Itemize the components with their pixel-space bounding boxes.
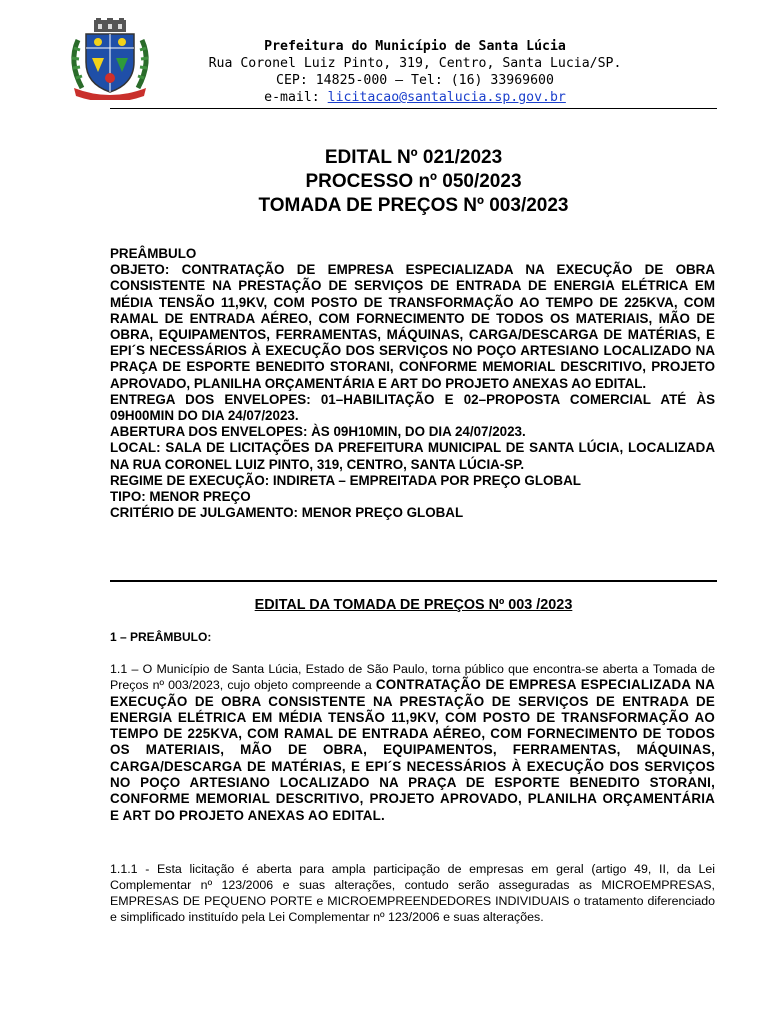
letterhead [160, 38, 670, 106]
paragraph-1-1-object: CONTRATAÇÃO DE EMPRESA ESPECIALIZADA NA EXECUÇÃO DE OBRA CONSISTENTE NA PRESTAÇÃO DE SERVIÇOS DE ENTRADA DE ENERGIA ELÉTRICA EM MÉDIA TENSÃO 11,9KV, COM POSTO DE TRANSFORMAÇÃO AO TEMPO DE 225KVA, COM RAMAL DE ENTRADA AÉREO, COM FORNECIMENTO DE TODOS OS MATERIAIS, MÃO DE OBRA, EQUIPAMENTOS, FERRAMENTAS, MÁQUINAS, CARGA/DESCARGA DE MATÉRIAS, E EPI´S NECESSÁRIOS À EXECUÇÃO DOS SERVIÇOS NO POÇO ARTESIANO LOCALIZADO NA PRAÇA DE ESPORTE BENEDITO STORANI, CONFORME MEMORIAL DESCRITIVO, PROJETO APROVADO, PLANILHA ORÇAMENTÁRIA E ART DO PROJETO ANEXAS AO EDITAL. [110, 677, 715, 823]
preamble-entrega: ENTREGA DOS ENVELOPES: 01–HABILITAÇÃO E 02–PROPOSTA COMERCIAL ATÉ ÀS 09H00MIN DO DIA 24/07/2023. [110, 391, 715, 424]
paragraph-1-1-1: 1.1.1 - Esta licitação é aberta para ampla participação de empresas em geral (artigo 49, II, da Lei Complementar nº 123/2006 e suas alterações, contudo serão asseguradas as MICROEMPRESAS, EMPRESAS DE PEQUENO PORTE e MICROEMPREENDEDORES INDIVIDUAIS o tratamento diferenciado e simplificado instituído pela Lei Complementar nº 123/2006 e suas alterações. [110, 862, 715, 924]
edital-title: EDITAL Nº 021/2023 [324, 147, 503, 168]
document-titles [110, 146, 717, 218]
preamble-block [110, 246, 715, 521]
preamble-regime: REGIME DE EXECUÇÃO: INDIRETA – EMPREITADA POR PREÇO GLOBAL [110, 472, 581, 488]
header-divider [110, 108, 717, 109]
email-link[interactable]: licitacao@santalucia.sp.gov.br [327, 90, 566, 105]
preamble-abertura: ABERTURA DOS ENVELOPES: ÀS 09H10MIN, DO DIA 24/07/2023. [110, 424, 526, 440]
tomada-title: TOMADA DE PREÇOS Nº 003/2023 [258, 195, 569, 216]
preamble-heading: PREÂMBULO [110, 246, 197, 261]
email-line [160, 89, 670, 106]
preamble-divider [110, 580, 717, 582]
section-title: EDITAL DA TOMADA DE PREÇOS Nº 003 /2023 [254, 597, 573, 613]
municipality-name: Prefeitura do Município de Santa Lúcia [264, 39, 566, 54]
coat-of-arms-icon [64, 18, 156, 100]
address-line: Rua Coronel Luiz Pinto, 319, Centro, Santa Lucia/SP. [208, 56, 622, 71]
paragraph-1-1-intro: 1.1 – O Município de Santa Lúcia, Estado de São Paulo, torna público que encontra-se aberta a Tomada de Preços nº 003/2023, cujo objeto compreende a [110, 662, 715, 693]
preamble-criterio: CRITÉRIO DE JULGAMENTO: MENOR PREÇO GLOBAL [110, 505, 464, 521]
section-subtitle: 1 – PREÂMBULO: [110, 630, 212, 644]
cep-tel-line: CEP: 14825-000 – Tel: (16) 33969600 [276, 73, 554, 88]
preamble-objeto: OBJETO: CONTRATAÇÃO DE EMPRESA ESPECIALIZADA NA EXECUÇÃO DE OBRA CONSISTENTE NA PRESTAÇÃO DE SERVIÇOS DE ENTRADA DE ENERGIA ELÉTRICA EM MÉDIA TENSÃO 11,9KV, COM POSTO DE TRANSFORMAÇÃO AO TEMPO DE 225KVA, COM RAMAL DE ENTRADA AÉREO, COM FORNECIMENTO DE TODOS OS MATERIAIS, MÃO DE OBRA, EQUIPAMENTOS, FERRAMENTAS, MÁQUINAS, CARGA/DESCARGA DE MATÉRIAS, E EPI´S NECESSÁRIOS À EXECUÇÃO DOS SERVIÇOS NO POÇO ARTESIANO LOCALIZADO NA PRAÇA DE ESPORTE BENEDITO STORANI, CONFORME MEMORIAL DESCRITIVO, PROJETO APROVADO, PLANILHA ORÇAMENTÁRIA E ART DO PROJETO ANEXAS AO EDITAL. [110, 262, 715, 391]
email-prefix: e-mail: [264, 90, 328, 105]
processo-title: PROCESSO nº 050/2023 [305, 171, 522, 192]
paragraph-1-1 [110, 661, 715, 824]
preamble-tipo: TIPO: MENOR PREÇO [110, 489, 251, 505]
preamble-local: LOCAL: SALA DE LICITAÇÕES DA PREFEITURA MUNICIPAL DE SANTA LÚCIA, LOCALIZADA NA RUA CORONEL LUIZ PINTO, 319, CENTRO, SANTA LÚCIA-SP. [110, 440, 715, 472]
